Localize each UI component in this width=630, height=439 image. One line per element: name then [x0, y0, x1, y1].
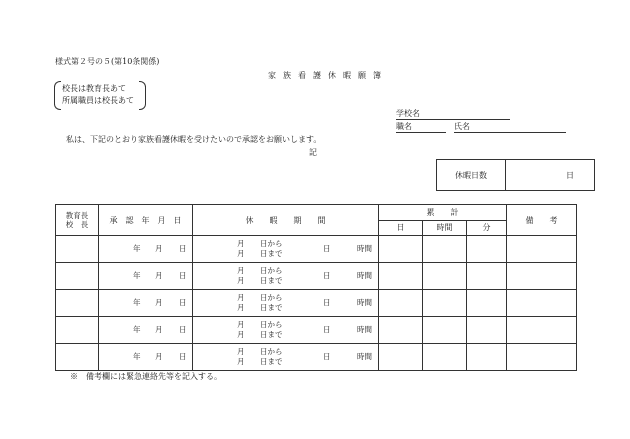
approver-seal-cell[interactable]	[56, 290, 99, 317]
approval-date-cell[interactable]	[99, 236, 193, 263]
period-from-day: 日から	[260, 320, 283, 329]
approver-seal-cell[interactable]	[56, 236, 99, 263]
approval-day: 日	[179, 298, 187, 307]
cumulative-days-cell[interactable]	[379, 236, 423, 263]
approval-year: 年	[133, 325, 141, 334]
leave-days-unit: 日	[566, 170, 574, 180]
period-hours: 時間	[357, 298, 372, 307]
approval-day: 日	[179, 325, 187, 334]
period-days: 日	[323, 298, 331, 307]
approver-seal-cell[interactable]	[56, 317, 99, 344]
table-header-row-1	[56, 205, 577, 221]
period-days: 日	[323, 271, 331, 280]
table-row	[56, 317, 577, 344]
period-to-day: 日まで	[260, 357, 283, 366]
approver-seal-cell[interactable]	[56, 263, 99, 290]
remarks-cell[interactable]	[507, 236, 577, 263]
leave-period-cell[interactable]	[193, 236, 379, 263]
period-to-month: 月	[237, 249, 245, 258]
period-from-month: 月	[237, 347, 245, 356]
routing-note-line-1: 校長は教育長あて	[62, 84, 126, 93]
header-cumulative: 累 計	[379, 205, 507, 221]
remarks-cell[interactable]	[507, 263, 577, 290]
cumulative-days-cell[interactable]	[379, 344, 423, 371]
period-from-month: 月	[237, 320, 245, 329]
approval-year: 年	[133, 271, 141, 280]
leave-days-box	[436, 159, 595, 191]
approval-date-cell[interactable]	[99, 317, 193, 344]
approval-day: 日	[179, 244, 187, 253]
approver-seal-cell[interactable]	[56, 344, 99, 371]
leave-period-cell[interactable]	[193, 344, 379, 371]
approval-day: 日	[179, 271, 187, 280]
cumulative-minutes-cell[interactable]	[467, 344, 507, 371]
period-to-day: 日まで	[260, 276, 283, 285]
table-row	[56, 236, 577, 263]
remarks-cell[interactable]	[507, 344, 577, 371]
period-to-month: 月	[237, 303, 245, 312]
document-title: 家族看護休暇願簿	[268, 71, 388, 80]
period-hours: 時間	[357, 271, 372, 280]
header-approval-date: 承 認 年 月 日	[99, 205, 193, 236]
leave-days-field[interactable]	[506, 160, 595, 191]
period-to-day: 日まで	[260, 249, 283, 258]
approval-date-cell[interactable]	[99, 263, 193, 290]
footnote: ※ 備考欄には緊急連絡先等を記入する。	[70, 372, 222, 381]
form-id: 様式第２号の５(第10条関係)	[55, 57, 160, 66]
period-from-day: 日から	[260, 266, 283, 275]
period-days: 日	[323, 244, 331, 253]
header-cumulative-minutes: 分	[467, 220, 507, 236]
approval-date-cell[interactable]	[99, 344, 193, 371]
header-cumulative-hours: 時間	[423, 220, 467, 236]
period-to-month: 月	[237, 330, 245, 339]
period-from-day: 日から	[260, 293, 283, 302]
header-leave-period: 休 暇 期 間	[193, 205, 379, 236]
position-label: 職名	[396, 122, 412, 131]
period-days: 日	[323, 325, 331, 334]
cumulative-hours-cell[interactable]	[423, 317, 467, 344]
header-cumulative-days: 日	[379, 220, 423, 236]
cumulative-hours-cell[interactable]	[423, 344, 467, 371]
period-days: 日	[323, 352, 331, 361]
approval-year: 年	[133, 298, 141, 307]
table-row	[56, 290, 577, 317]
period-to-month: 月	[237, 357, 245, 366]
leave-days-label: 休暇日数	[437, 160, 506, 191]
school-field[interactable]	[396, 109, 510, 120]
period-to-day: 日まで	[260, 330, 283, 339]
approval-month: 月	[155, 352, 163, 361]
period-from-day: 日から	[260, 239, 283, 248]
period-hours: 時間	[357, 325, 372, 334]
period-to-day: 日まで	[260, 303, 283, 312]
header-remarks: 備 考	[507, 205, 577, 236]
cumulative-hours-cell[interactable]	[423, 236, 467, 263]
remarks-cell[interactable]	[507, 317, 577, 344]
approval-month: 月	[155, 271, 163, 280]
cumulative-days-cell[interactable]	[379, 317, 423, 344]
ki-label: 記	[309, 148, 317, 157]
name-label: 氏名	[454, 122, 470, 131]
period-from-day: 日から	[260, 347, 283, 356]
leave-period-cell[interactable]	[193, 263, 379, 290]
cumulative-hours-cell[interactable]	[423, 263, 467, 290]
routing-note-line-2: 所属職員は校長あて	[62, 96, 134, 105]
cumulative-minutes-cell[interactable]	[467, 317, 507, 344]
approval-month: 月	[155, 244, 163, 253]
period-from-month: 月	[237, 239, 245, 248]
period-hours: 時間	[357, 244, 372, 253]
leave-record-table	[55, 204, 577, 371]
table-row	[56, 263, 577, 290]
cumulative-minutes-cell[interactable]	[467, 290, 507, 317]
period-from-month: 月	[237, 293, 245, 302]
period-hours: 時間	[357, 352, 372, 361]
remarks-cell[interactable]	[507, 290, 577, 317]
position-field[interactable]	[396, 122, 446, 133]
approval-date-cell[interactable]	[99, 290, 193, 317]
cumulative-minutes-cell[interactable]	[467, 236, 507, 263]
cumulative-minutes-cell[interactable]	[467, 263, 507, 290]
period-from-month: 月	[237, 266, 245, 275]
cumulative-hours-cell[interactable]	[423, 290, 467, 317]
leave-period-cell[interactable]	[193, 317, 379, 344]
leave-period-cell[interactable]	[193, 290, 379, 317]
approval-month: 月	[155, 298, 163, 307]
request-statement: 私は、下記のとおり家族看護休暇を受けたいので承認をお願いします。	[66, 135, 322, 144]
cumulative-days-cell[interactable]	[379, 290, 423, 317]
approval-year: 年	[133, 244, 141, 253]
cumulative-days-cell[interactable]	[379, 263, 423, 290]
school-label: 学校名	[396, 109, 420, 118]
header-approver: 教育長 校 長	[56, 205, 99, 236]
approval-year: 年	[133, 352, 141, 361]
approval-day: 日	[179, 352, 187, 361]
name-field[interactable]	[454, 122, 566, 133]
table-row	[56, 344, 577, 371]
approval-month: 月	[155, 325, 163, 334]
period-to-month: 月	[237, 276, 245, 285]
